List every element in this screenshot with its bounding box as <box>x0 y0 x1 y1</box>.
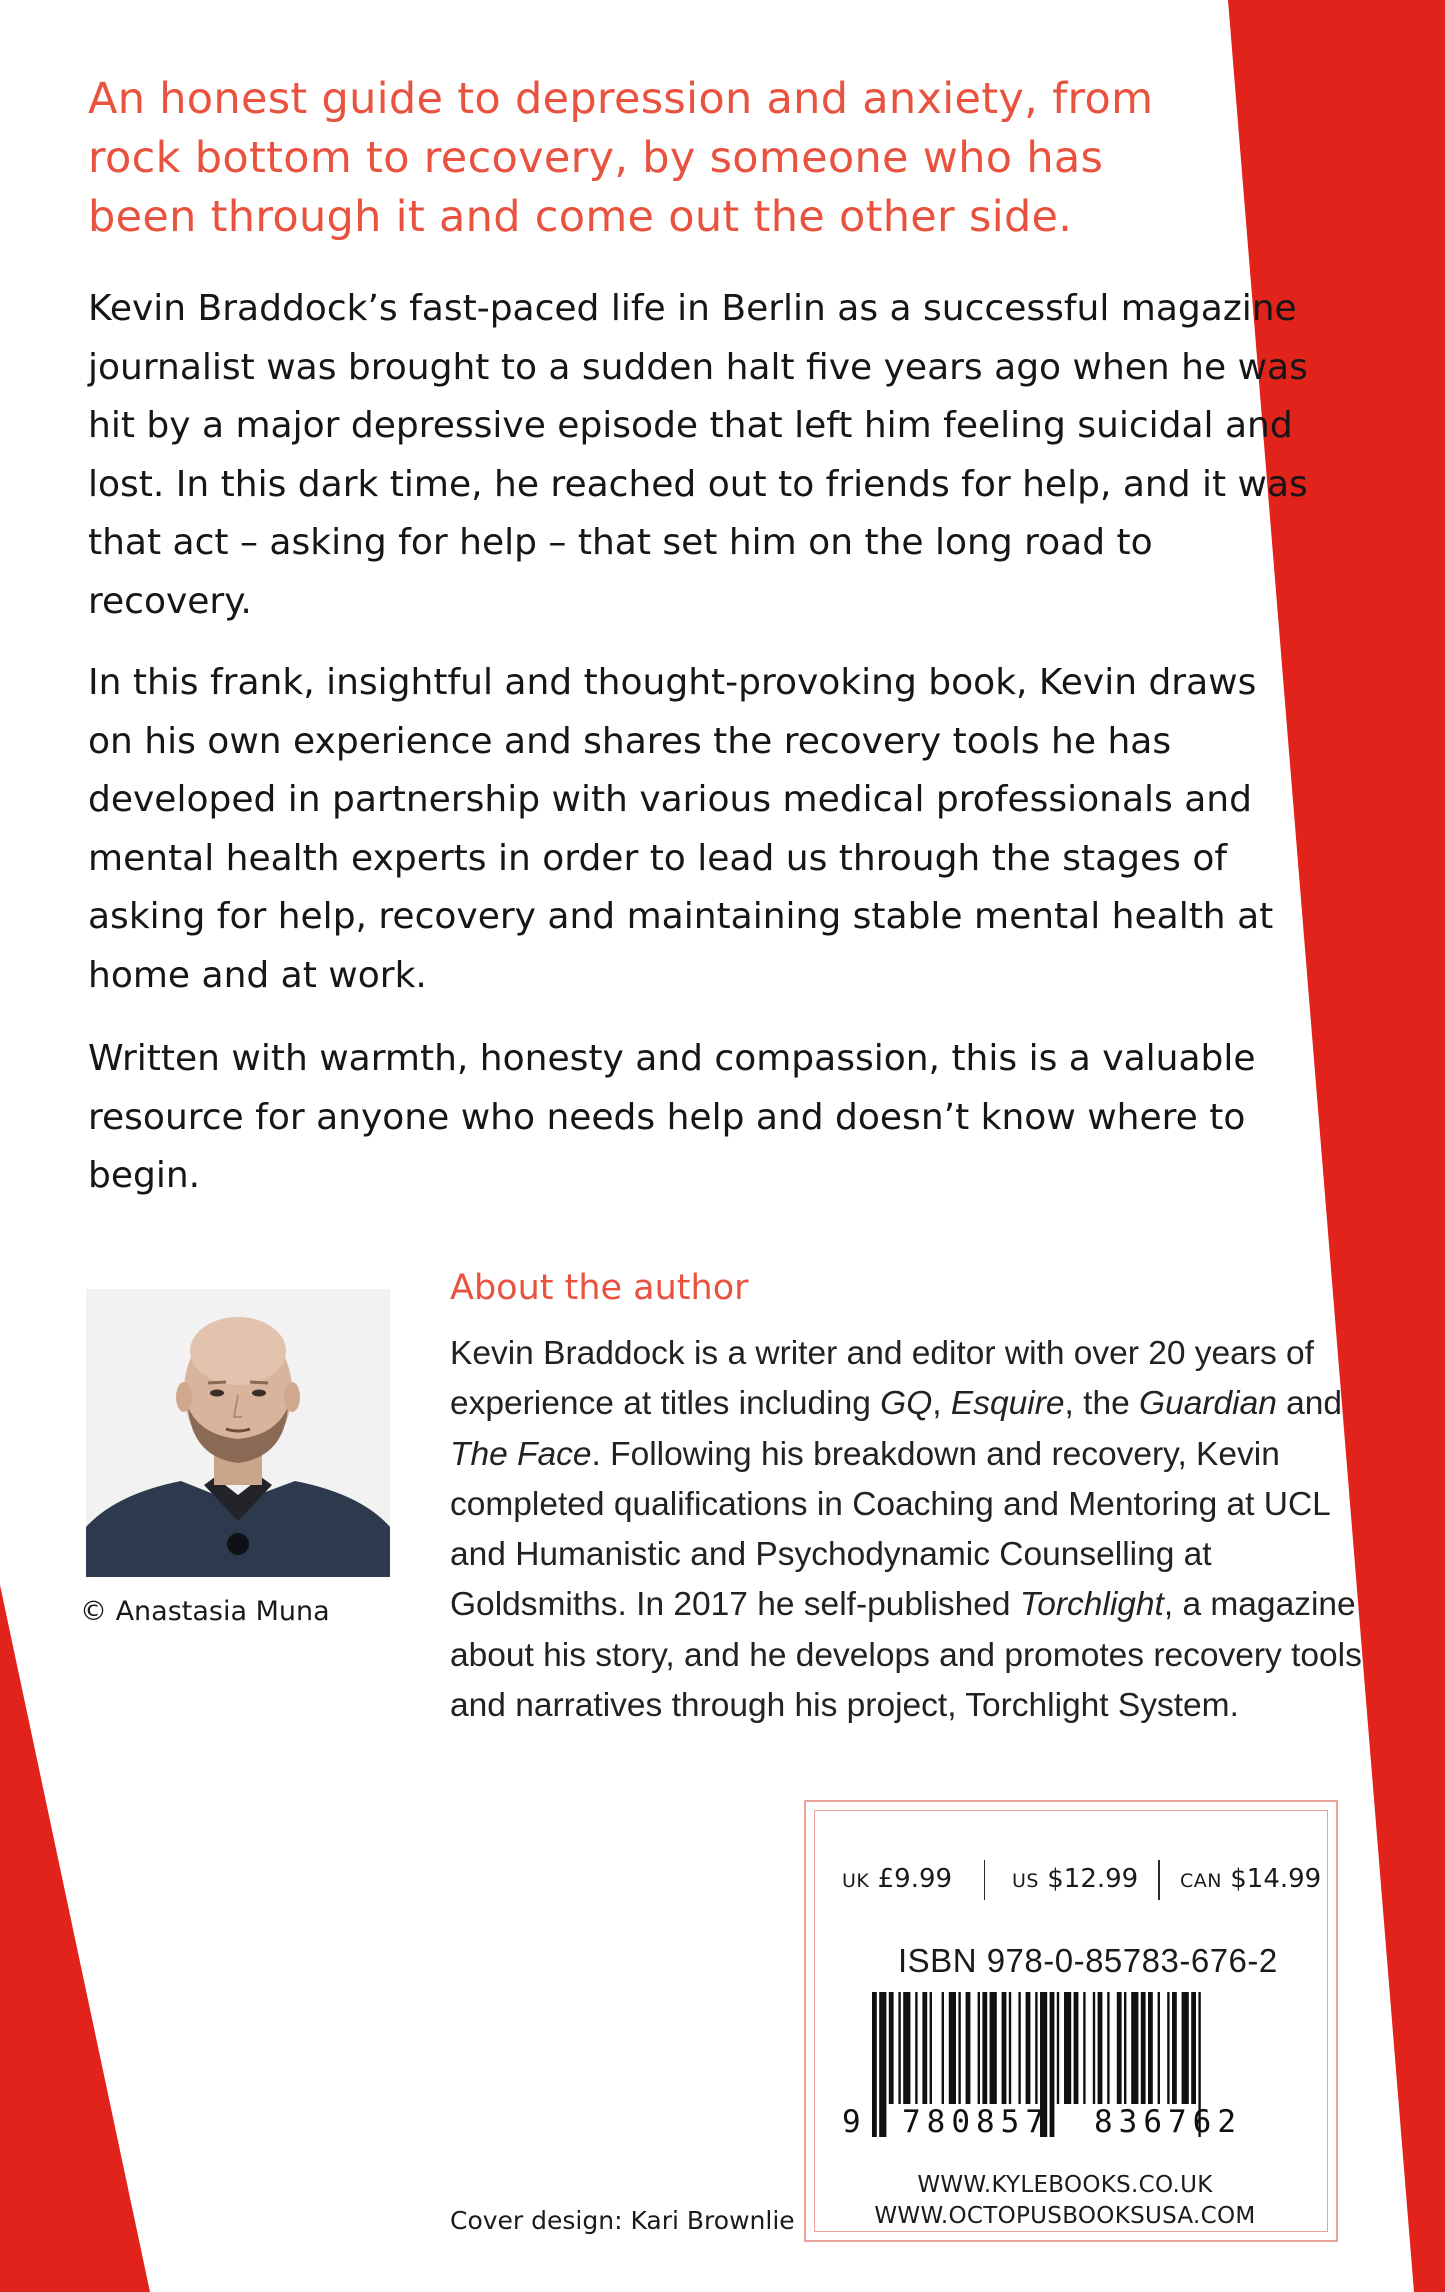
description-paragraph-2: In this frank, insightful and thought-provoking book, Kevin draws on his own experience and shares the recovery tools he has developed in partnership with various medical professionals and mental health experts in order to lead us through the stages of asking for help, recovery and maintaining stable mental health at home and at work. <box>88 662 1274 996</box>
bio-title: Esquire <box>950 1385 1065 1423</box>
left-red-stripe <box>0 1585 150 2292</box>
barcode-bar <box>1026 1992 1031 2104</box>
barcode-bar <box>1083 1992 1085 2104</box>
price-can-label: CAN <box>1180 1870 1222 1892</box>
barcode-digit-prefix: 9 <box>842 2104 861 2140</box>
about-author-heading: About the author <box>450 1268 749 1308</box>
barcode-digits-left: 780857 <box>902 2104 1050 2140</box>
barcode-panel <box>804 1800 1338 2242</box>
author-photo <box>86 1289 390 1577</box>
price-separator <box>984 1860 985 1900</box>
barcode-bar <box>898 1992 900 2104</box>
barcode-bar <box>1098 1992 1103 2104</box>
barcode-bar <box>1117 1992 1122 2104</box>
barcode-bar <box>1124 1992 1126 2104</box>
price-us-label: US <box>1012 1870 1039 1892</box>
barcode-bar <box>978 1992 980 2104</box>
price-uk-label: UK <box>842 1870 870 1892</box>
barcode-bar <box>1035 1992 1037 2104</box>
author-portrait-icon <box>86 1289 390 1577</box>
bio-text: . Following his breakdown and recovery, Kevin completed qualifications in Coaching and Mentoring at UCL and Humanistic and Psychodynamic Counselling at Goldsmiths. In 2017 he self-published <box>450 1435 1330 1624</box>
barcode-digits-right: 836762 <box>1094 2104 1242 2140</box>
price-uk-value: £9.99 <box>877 1864 953 1894</box>
barcode-bar <box>990 1992 997 2104</box>
barcode-bar <box>1182 1992 1189 2104</box>
price-can-value: $14.99 <box>1230 1864 1322 1894</box>
barcode-bar <box>1074 1992 1079 2104</box>
barcode-guard-bar <box>872 1992 877 2137</box>
bio-text: and <box>1276 1385 1343 1423</box>
barcode-bar <box>915 1992 917 2104</box>
barcode-bar <box>889 1992 894 2104</box>
price-can <box>1180 1864 1321 1894</box>
barcode-bar <box>1158 1992 1160 2104</box>
barcode-bar <box>982 1992 987 2104</box>
barcode-bar <box>958 1992 960 2104</box>
barcode-bar <box>1131 1992 1138 2104</box>
barcode-bar <box>1107 1992 1109 2104</box>
price-uk <box>842 1864 952 1894</box>
barcode-bar <box>1064 1992 1071 2104</box>
barcode-bar <box>1172 1992 1177 2104</box>
bio-text: , <box>932 1385 951 1423</box>
barcode-bar <box>1141 1992 1146 2104</box>
barcode-bar <box>1191 1992 1196 2104</box>
bio-title: GQ <box>880 1385 933 1423</box>
publisher-url-kyle[interactable]: WWW.KYLEBOOKS.CO.UK <box>917 2172 1213 2198</box>
price-us <box>1012 1864 1138 1894</box>
cover-design-credit: Cover design: Kari Brownlie <box>450 2206 795 2235</box>
bio-title: Torchlight <box>1019 1586 1164 1624</box>
barcode-bar <box>922 1992 927 2104</box>
photo-credit: © Anastasia Muna <box>80 1596 330 1627</box>
publisher-url-octopus[interactable]: WWW.OCTOPUSBOOKSUSA.COM <box>874 2203 1256 2229</box>
description-paragraph-1: Kevin Braddock’s fast-paced life in Berlin as a successful magazine journalist was brought to a sudden halt five years ago when he was hit by a major depressive episode that left him feeling suicidal and lost. In this dark time, he reached out to friends for help, and it was that act – asking for help – that set him on the long road to recovery. <box>88 288 1308 622</box>
barcode-guard-bar <box>879 1992 886 2137</box>
barcode-bar <box>966 1992 971 2104</box>
bio-title: The Face <box>450 1435 592 1473</box>
barcode-bar <box>1093 1992 1095 2104</box>
barcode-bar <box>1167 1992 1169 2104</box>
tagline: An honest guide to depression and anxiety, from rock bottom to recovery, by someone who has been through it and come out the other side. <box>88 74 1154 242</box>
bio-title: Guardian <box>1139 1385 1277 1423</box>
barcode-guard-bar <box>1050 1992 1055 2137</box>
barcode-bar <box>942 1992 944 2104</box>
price-separator <box>1158 1860 1160 1900</box>
description-paragraph-3: Written with warmth, honesty and compassion, this is a valuable resource for anyone who needs help and doesn’t know where to begin. <box>88 1038 1256 1196</box>
bio-text: , a magazine about his story, and he develops and promotes recovery tools and narratives through his project, Torchlight System. <box>450 1586 1362 1725</box>
bio-text: Kevin Braddock is a writer and editor with over 20 years of experience at titles including <box>450 1335 1314 1423</box>
barcode-bar <box>1002 1992 1007 2104</box>
isbn-number: ISBN 978-0-85783-676-2 <box>898 1942 1278 1979</box>
barcode-bar <box>1148 1992 1153 2104</box>
about-author-bio <box>450 1329 1370 1731</box>
barcode-bar <box>949 1992 956 2104</box>
bio-text: , the <box>1064 1385 1140 1423</box>
price-us-value: $12.99 <box>1047 1864 1139 1894</box>
barcode-bar <box>1009 1992 1011 2104</box>
barcode-bar <box>903 1992 910 2104</box>
barcode-bar <box>1057 1992 1059 2104</box>
barcode-bar <box>1018 1992 1020 2104</box>
barcode-bar <box>930 1992 932 2104</box>
